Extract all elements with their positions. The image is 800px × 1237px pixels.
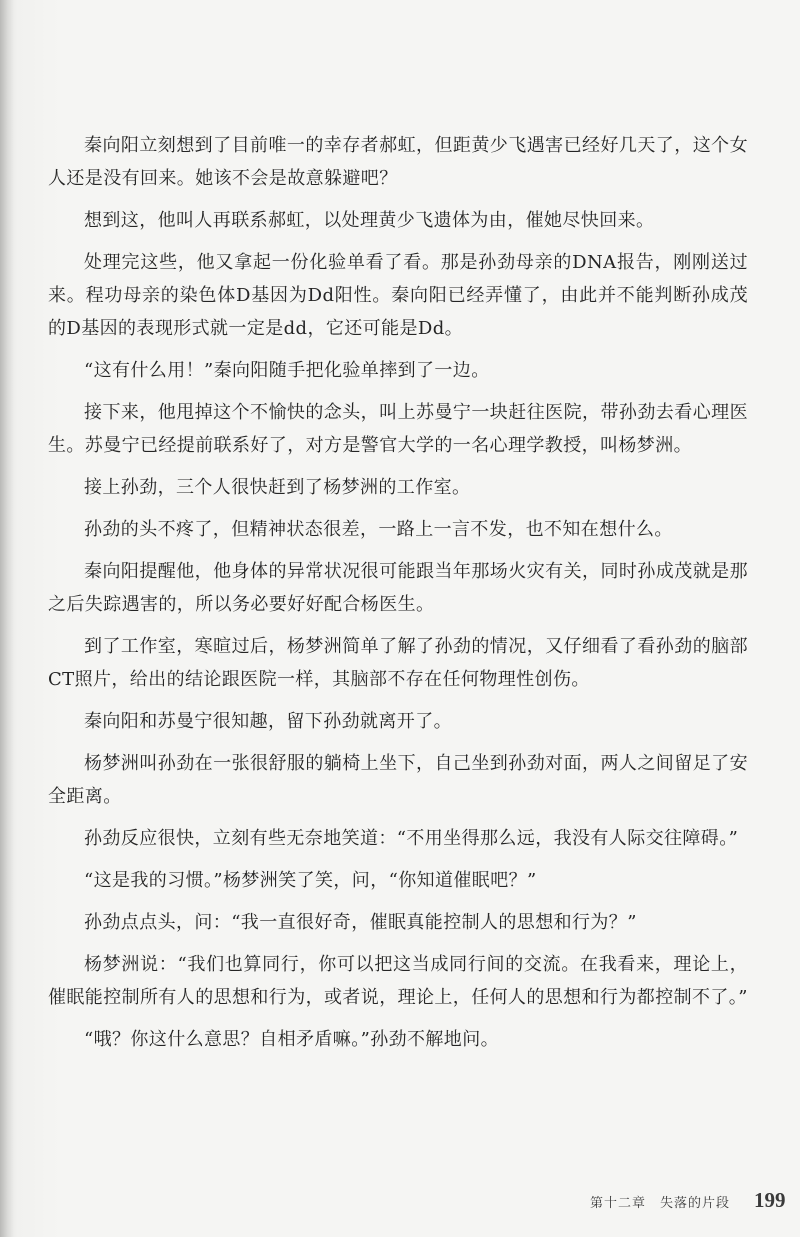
page-footer (590, 1188, 800, 1212)
paragraph-3: 处理完这些，他又拿起一份化验单看了看。那是孙劲母亲的DNA报告，刚刚送过来。程功母亲的染色体D基因为Dd阳性。秦向阳已经弄懂了，由此并不能判断孙成茂的D基因的表现形式就一定是dd，它还可能是Dd。 (48, 252, 748, 339)
paragraph-5: 接下来，他甩掉这个不愉快的念头，叫上苏曼宁一块赶往医院，带孙劲去看心理医生。苏曼宁已经提前联系好了，对方是警官大学的一名心理学教授，叫杨梦洲。 (48, 402, 748, 456)
paragraph-6: 接上孙劲，三个人很快赶到了杨梦洲的工作室。 (84, 477, 471, 498)
body-text (48, 129, 748, 1065)
paragraph-12: 孙劲反应很快，立刻有些无奈地笑道：“不用坐得那么远，我没有人际交往障碍。” (84, 828, 739, 849)
page-gutter-shadow (0, 0, 14, 1237)
paragraph-11: 杨梦洲叫孙劲在一张很舒服的躺椅上坐下，自己坐到孙劲对面，两人之间留足了安全距离。 (48, 753, 748, 807)
paragraph-13: “这是我的习惯。”杨梦洲笑了笑，问，“你知道催眠吧？” (84, 870, 537, 891)
paragraph-15: 杨梦洲说：“我们也算同行，你可以把这当成同行间的交流。在我看来，理论上，催眠能控制所有人的思想和行为，或者说，理论上，任何人的思想和行为都控制不了。” (48, 954, 748, 1008)
page-number: 199 (754, 1188, 786, 1212)
chapter-title: 第十二章 失落的片段 (590, 1196, 731, 1211)
paragraph-7: 孙劲的头不疼了，但精神状态很差，一路上一言不发，也不知在想什么。 (84, 519, 673, 540)
paragraph-4: “这有什么用！”秦向阳随手把化验单摔到了一边。 (84, 360, 490, 381)
paragraph-8: 秦向阳提醒他，他身体的异常状况很可能跟当年那场火灾有关，同时孙成茂就是那之后失踪遇害的，所以务必要好好配合杨医生。 (48, 561, 748, 615)
paragraph-16: “哦？你这什么意思？自相矛盾嘛。”孙劲不解地问。 (84, 1029, 500, 1050)
paragraph-9: 到了工作室，寒暄过后，杨梦洲简单了解了孙劲的情况，又仔细看了看孙劲的脑部CT照片，给出的结论跟医院一样，其脑部不存在任何物理性创伤。 (48, 636, 748, 690)
paragraph-14: 孙劲点点头，问：“我一直很好奇，催眠真能控制人的思想和行为？” (84, 912, 637, 933)
paragraph-1: 秦向阳立刻想到了目前唯一的幸存者郝虹，但距黄少飞遇害已经好几天了，这个女人还是没有回来。她该不会是故意躲避吧？ (48, 135, 748, 189)
paragraph-2: 想到这，他叫人再联系郝虹，以处理黄少飞遗体为由，催她尽快回来。 (84, 210, 655, 231)
paragraph-10: 秦向阳和苏曼宁很知趣，留下孙劲就离开了。 (84, 711, 452, 732)
